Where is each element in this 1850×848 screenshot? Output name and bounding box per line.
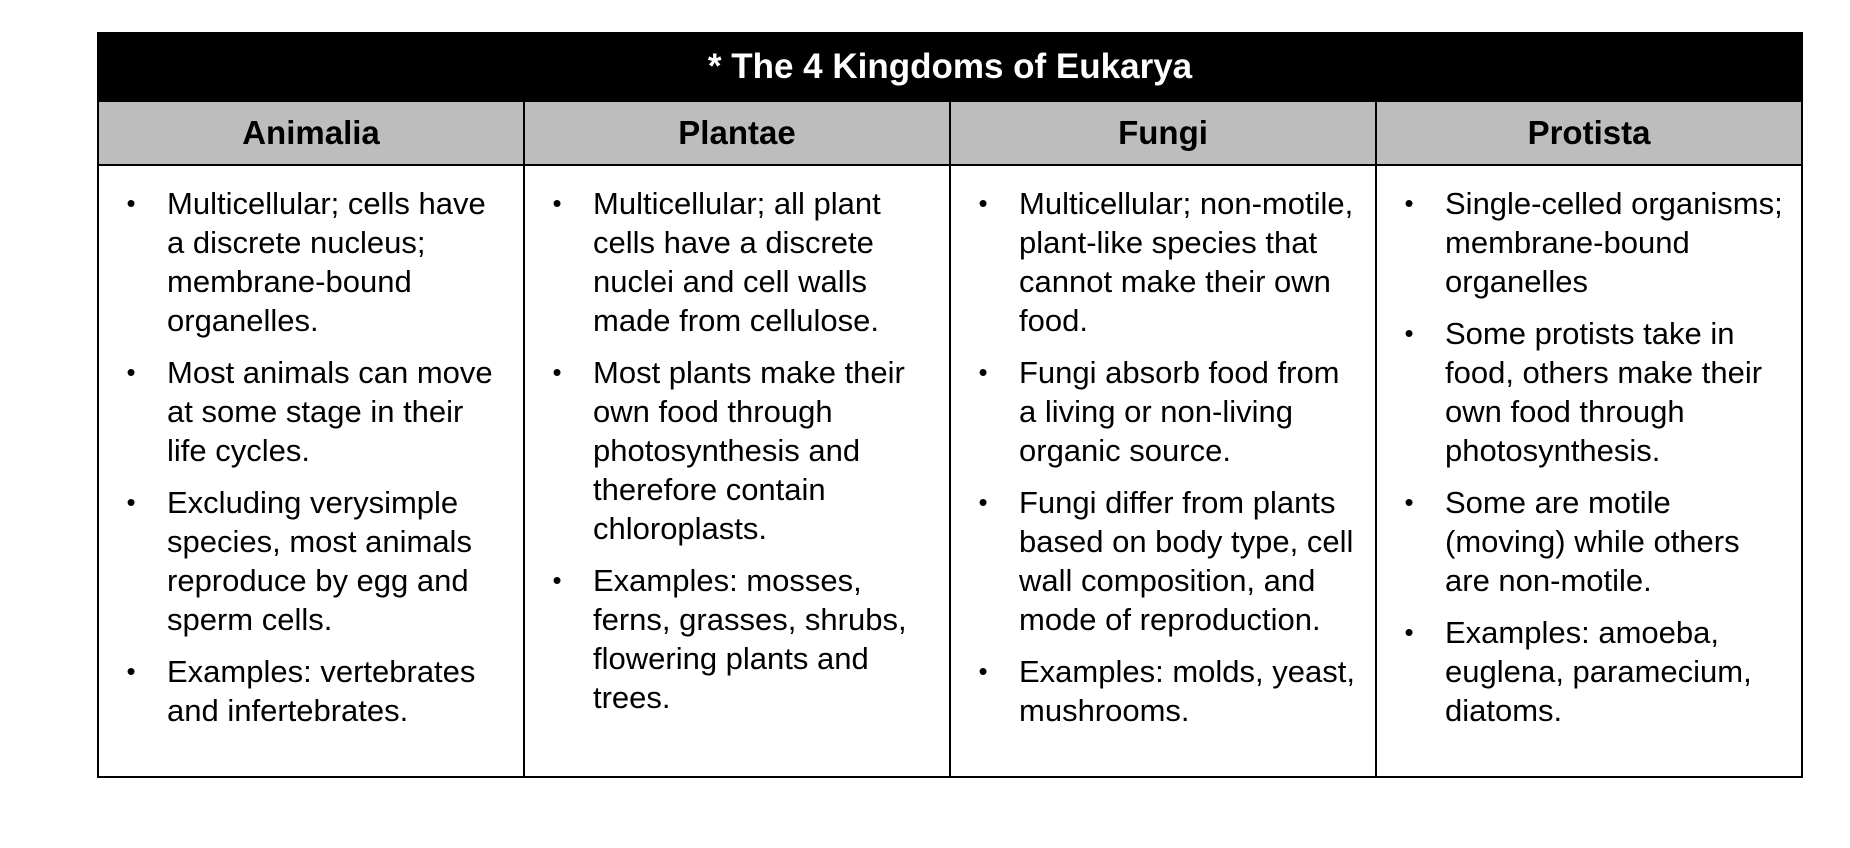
list-item (951, 184, 1361, 340)
list-item-text: Most animals can move at some stage in their life cycles. (167, 355, 493, 468)
animalia-list (99, 166, 523, 730)
list-item (1377, 314, 1787, 470)
bullet-icon: • (552, 188, 562, 218)
body-row (98, 165, 1802, 777)
list-item (951, 652, 1361, 730)
bullet-icon: • (978, 656, 988, 686)
column-cell-animalia (98, 165, 524, 777)
list-item-text: Multicellular; all plant cells have a discrete nuclei and cell walls made from cellulose. (593, 186, 881, 338)
fungi-list (951, 166, 1375, 730)
plantae-list (525, 166, 949, 717)
column-header-protista: Protista (1376, 101, 1802, 165)
column-cell-protista (1376, 165, 1802, 777)
bullet-icon: • (126, 487, 136, 517)
list-item-text: Fungi absorb food from a living or non-living organic source. (1019, 355, 1340, 468)
list-item-text: Examples: molds, yeast, mushrooms. (1019, 654, 1355, 728)
bullet-icon: • (1404, 487, 1414, 517)
list-item (1377, 184, 1787, 301)
bullet-icon: • (552, 565, 562, 595)
list-item-text: Examples: mosses, ferns, grasses, shrubs, flowering plants and trees. (593, 563, 907, 715)
column-header-fungi: Fungi (950, 101, 1376, 165)
list-item-text: Excluding verysimple species, most animals reproduce by egg and sperm cells. (167, 485, 472, 637)
list-item (951, 483, 1361, 639)
bullet-icon: • (552, 357, 562, 387)
column-header-plantae: Plantae (524, 101, 950, 165)
column-header-animalia: Animalia (98, 101, 524, 165)
bullet-icon: • (126, 656, 136, 686)
bullet-icon: • (1404, 188, 1414, 218)
bullet-icon: • (978, 188, 988, 218)
list-item-text: Examples: vertebrates and infertebrates. (167, 654, 476, 728)
list-item-text: Some are motile (moving) while others are non-motile. (1445, 485, 1740, 598)
list-item-text: Single-celled organisms; membrane-bound organelles (1445, 186, 1783, 299)
bullet-icon: • (126, 357, 136, 387)
kingdoms-table (97, 32, 1803, 778)
header-row (98, 101, 1802, 165)
list-item-text: Multicellular; cells have a discrete nucleus; membrane-bound organelles. (167, 186, 486, 338)
column-cell-plantae (524, 165, 950, 777)
bullet-icon: • (978, 357, 988, 387)
list-item-text: Examples: amoeba, euglena, paramecium, diatoms. (1445, 615, 1752, 728)
list-item-text: Multicellular; non-motile, plant-like species that cannot make their own food. (1019, 186, 1354, 338)
list-item (951, 353, 1361, 470)
column-cell-fungi (950, 165, 1376, 777)
table-title: * The 4 Kingdoms of Eukarya (98, 33, 1802, 101)
list-item (99, 353, 509, 470)
bullet-icon: • (126, 188, 136, 218)
list-item-text: Fungi differ from plants based on body type, cell wall composition, and mode of reproduction. (1019, 485, 1354, 637)
list-item (99, 184, 509, 340)
list-item-text: Most plants make their own food through photosynthesis and therefore contain chloroplasts. (593, 355, 905, 546)
bullet-icon: • (1404, 617, 1414, 647)
list-item (99, 652, 509, 730)
protista-list (1377, 166, 1801, 730)
list-item-text: Some protists take in food, others make their own food through photosynthesis. (1445, 316, 1763, 468)
bullet-icon: • (978, 487, 988, 517)
title-row (98, 33, 1802, 101)
list-item (525, 184, 935, 340)
list-item (99, 483, 509, 639)
list-item (525, 353, 935, 548)
bullet-icon: • (1404, 318, 1414, 348)
list-item (1377, 613, 1787, 730)
list-item (525, 561, 935, 717)
list-item (1377, 483, 1787, 600)
